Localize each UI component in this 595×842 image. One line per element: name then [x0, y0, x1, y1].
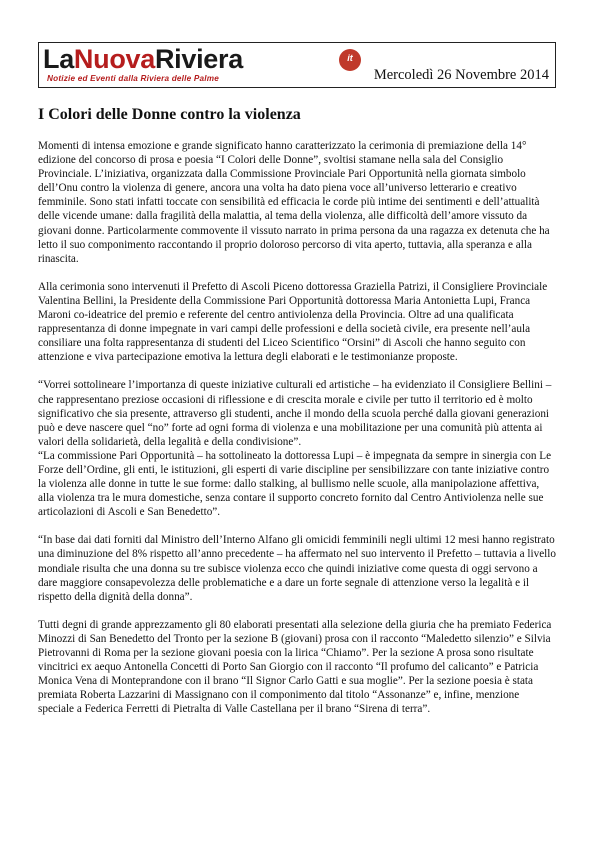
article-title: I Colori delle Donne contro la violenza — [38, 106, 301, 123]
article-paragraph: “Vorrei sottolineare l’importanza di queste iniziative culturali ed artistiche – ha evidenziato il Consigliere Bellini – che rappresentano preziose occasioni di riflessione e di crescita morale e civile per tutto il territorio ed è molto significativo che sia presente, attraverso gli studenti, anche il mondo della scuola perché dalla giovani generazioni può e deve nascere quel “no” forte ad ogni forma di violenza e una mobilitazione per una comunità più attenta ai valori della solidarietà, della legalità e della condivisione”. — [38, 379, 552, 448]
logo-la: La — [43, 44, 74, 74]
article-body — [38, 139, 556, 730]
logo-nuova: Nuova — [73, 44, 155, 74]
article-paragraph: Alla cerimonia sono intervenuti il Prefetto di Ascoli Piceno dottoressa Graziella Patrizi, il Consigliere Provinciale Valentina Bellini, la Presidente della Commissione Pari Opportunità dottoressa Maria Antonietta Lupi, Franca Maroni co-ideatrice del premio e referente del centro antiviolenza della Provincia. Oltre ad una qualificata rappresentanza di donne impegnate in vari campi delle professioni e della società civile, era presente nell’aula consiliare una folta rappresentanza di studenti del Liceo Scientifico “Orsini” di Ascoli che hanno seguito con attenzione e viva partecipazione emotiva la lettura degli elaborati e le testimonianze proposte. — [38, 280, 548, 364]
logo-riviera: Riviera — [154, 44, 243, 74]
article-paragraph: “In base dai dati forniti dal Ministro dell’Interno Alfano gli omicidi femminili negli ultimi 12 mesi hanno registrato una diminuzione del 8% rispetto all’anno precedente – ha affermato nel suo intervento il Prefetto – tuttavia a livello mondiale risulta che una donna su tre subisce violenza ecco che quindi iniziative come questa di oggi servono a dare maggiore consapevolezza delle problematiche e a dare un forte segnale di attenzione verso la legalità e il rispetto della dignità della donna”. — [38, 534, 556, 603]
logo-seal-text: it — [347, 53, 353, 63]
masthead — [38, 42, 556, 88]
article-paragraph: Tutti degni di grande apprezzamento gli 80 elaborati presentati alla selezione della giuria che ha premiato Federica Minozzi di San Benedetto del Tronto per la sezione B (giovani) prosa con il racconto “Maledetto silenzio” e Silvia Pietrovanni di Roma per la sezione giovani poesia con la lirica “Chiamo”. Per la sezione A prosa sono risultate vincitrici ex aequo Antonella Concetti di Porto San Giorgio con il racconto “Il profumo del calicanto” e Patricia Monica Vena di Monteprandone con il brano “Il Signor Carlo Gatti e sua moglie”. Per la sezione poesia è stata premiata Roberta Lazzarini di Massignano con il componimento dal titolo “Assonanze” e, infine, menzione speciale a Federica Ferretti di Pietralta di Valle Castellana per il brano “Sirena di terra”. — [38, 618, 552, 716]
article-paragraph: “La commissione Pari Opportunità – ha sottolineato la dottoressa Lupi – è impegnata da sempre in sinergia con Le Forze dell’Ordine, gli enti, le istituzioni, gli esperti di varie discipline per sensibilizzare con tante iniziative contro la violenza alle donne in tutte le sue forme: dallo stalking, al bullismo nelle scuole, alla manipolazione affettiva, alla violenza tra le mura domestiche, senza contare il supporto concreto fornito dal Centro Antiviolenza nelle sue articolazioni di Ascoli e San Benedetto”. — [38, 449, 552, 519]
publication-date: Mercoledì 26 Novembre 2014 — [373, 67, 549, 83]
logo-seal-icon — [339, 49, 361, 71]
newspaper-logo[interactable] — [43, 44, 243, 74]
logo-tagline: Notizie ed Eventi dalla Riviera delle Palme — [47, 74, 219, 83]
article-paragraph: Momenti di intensa emozione e grande significato hanno caratterizzato la cerimonia di premiazione della 14° edizione del concorso di prosa e poesia “I Colori delle Donne”, svoltisi stamane nella sala del Consiglio Provinciale. L’iniziativa, organizzata dalla Commissione Provinciale Pari Opportunità nella giornata simbolo dell’Onu contro la violenza di genere, ancora una volta ha dato piena voce all’universo letterario e creativo femminile. Sono stati infatti toccate con sensibilità ed efficacia le corde più intime dei sentimenti e dell’attualità delle vicende umane: dalla fragilità della malattia, al tema della violenza, alle difficoltà dell’amore vissuto da giovani donne. Particolarmente commovente il vissuto narrato in prima persona da una ragazza ex detenuta che ha letto il suo componimento raccontando il proprio doloroso percorso di vita aperto, tuttavia, alla speranza e alla rinascita. — [38, 140, 550, 265]
